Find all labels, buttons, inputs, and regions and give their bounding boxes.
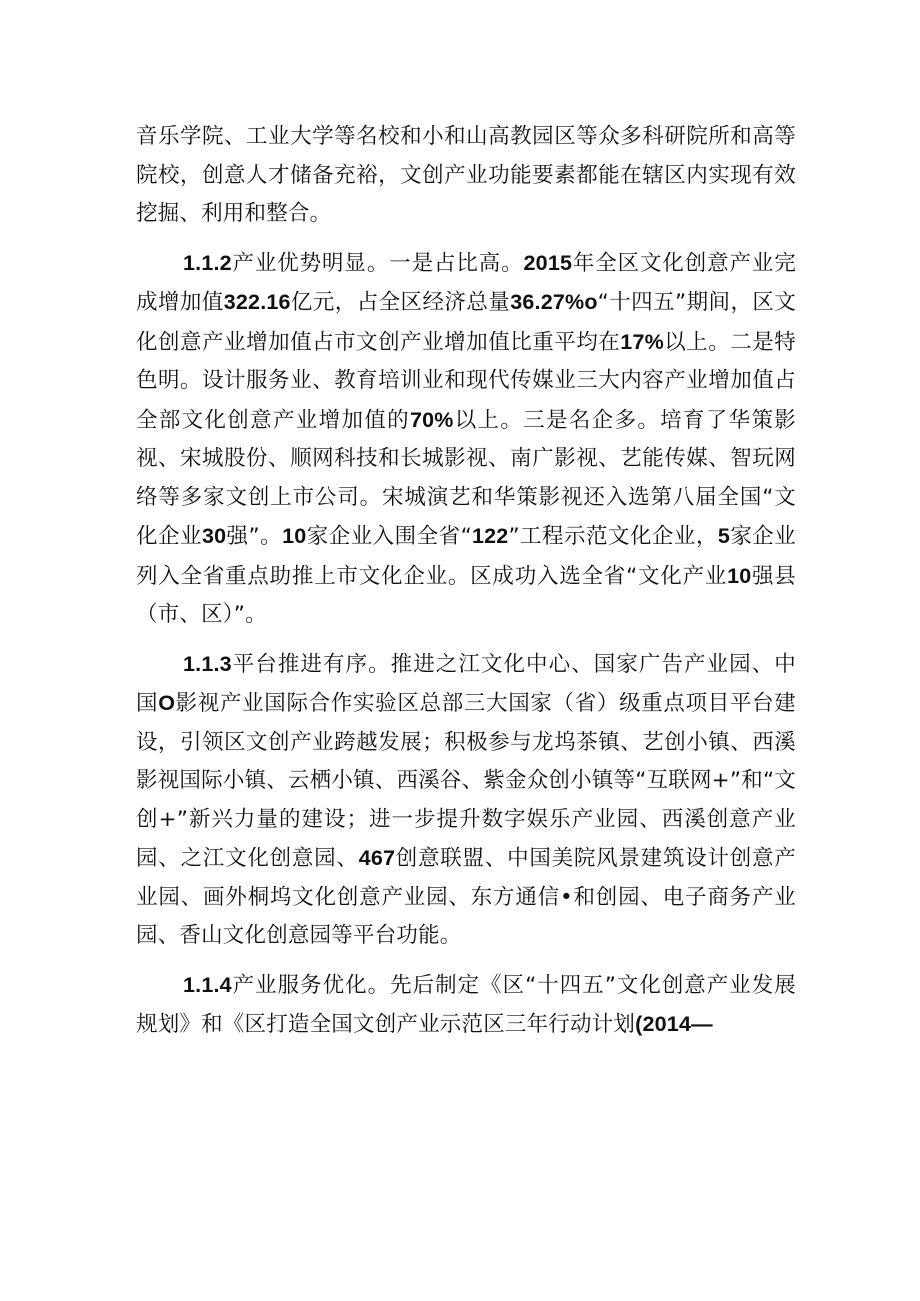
text-run: 产业服务优化。先后制定《区“十四五”文化创意产业发展规划》和《区打造全国文创产业示范区三年行动计划 <box>136 972 796 1037</box>
bold-text-run: O <box>158 691 176 715</box>
bold-text-run: 70% <box>409 407 454 432</box>
bold-text-run: 322.16 <box>223 290 291 314</box>
bold-text-run: 10 <box>282 524 307 548</box>
bold-text-run: 1.1.3 <box>183 651 232 676</box>
text-run: 强县（市、区）”。 <box>136 563 796 627</box>
bold-text-run: 30 <box>201 524 227 548</box>
text-run: 音乐学院、工业大学等名校和小和山高教园区等众多科研院所和高等院校，创意人才储备充裕，文创产业功能要素都能在辖区内实现有效挖掘、利用和整合。 <box>136 124 796 226</box>
text-run: 年全区文化创意产业完成增加值 <box>136 250 796 315</box>
bold-text-run: 467 <box>358 846 396 870</box>
text-run: 家企业列入全省重点助推上市文化企业。区成功入选全省“文化产业 <box>136 524 796 589</box>
text-run: 以上。三是名企多。培育了华策影视、宋城股份、顺网科技和长城影视、南广影视、艺能传媒、智玩网络等多家文创上市公司。宋城演艺和华策影视还入选第八届全国“文化企业 <box>136 407 796 549</box>
paragraph <box>136 966 796 1045</box>
text-run: ”工程示范文化企业， <box>508 524 718 549</box>
bold-text-run: 2015 <box>523 250 573 275</box>
bold-text-run: 10 <box>727 563 752 588</box>
text-run: 家企业入围全省“ <box>306 524 472 549</box>
bold-text-run: 1.1.2 <box>183 250 232 275</box>
bold-text-run: o <box>584 290 598 314</box>
text-run: “十四五”期间，区文化创意产业增加值占市文创产业增加值比重平均在 <box>136 290 796 355</box>
text-run: 以上。二是特色明。设计服务业、教育培训业和现代传媒业三大内容产业增加值占全部文化创意产业增加值的 <box>136 329 796 433</box>
bold-text-run: (2014— <box>635 1012 713 1036</box>
text-run: 影视产业国际合作实验区总部三大国家（省）级重点项目平台建设，引领区文创产业跨越发展；积极参与龙坞茶镇、艺创小镇、西溪影视国际小镇、云栖小镇、西溪谷、紫金众创小镇等“互联网+”和“文创+”新兴力量的建设；进一步提升数字娱乐产业园、西溪创意产业园、之江文化创意园、 <box>136 691 797 871</box>
document-page <box>136 118 796 1045</box>
bold-text-run: 5 <box>717 524 731 548</box>
bold-text-run: 122 <box>471 524 509 548</box>
text-run: 强”。 <box>226 524 283 549</box>
text-run: 产业优势明显。一是占比高。 <box>231 250 524 276</box>
bold-text-run: 17% <box>620 329 664 354</box>
text-run: 亿元，占全区经济总量 <box>290 290 511 315</box>
text-run: 平台推进有序。推进之江文化中心、国家广告产业园、中国 <box>136 651 796 716</box>
bold-text-run: 36.27% <box>510 290 585 314</box>
paragraph <box>136 118 796 234</box>
bold-text-run: 1.1.4 <box>183 972 232 997</box>
text-run: 创意联盟、中国美院风景建筑设计创意产业园、画外桐坞文化创意产业园、东方通信•和创园、电子商务产业园、香山文化创意园等平台功能。 <box>136 846 796 948</box>
paragraph <box>136 645 796 956</box>
paragraph <box>136 244 796 635</box>
